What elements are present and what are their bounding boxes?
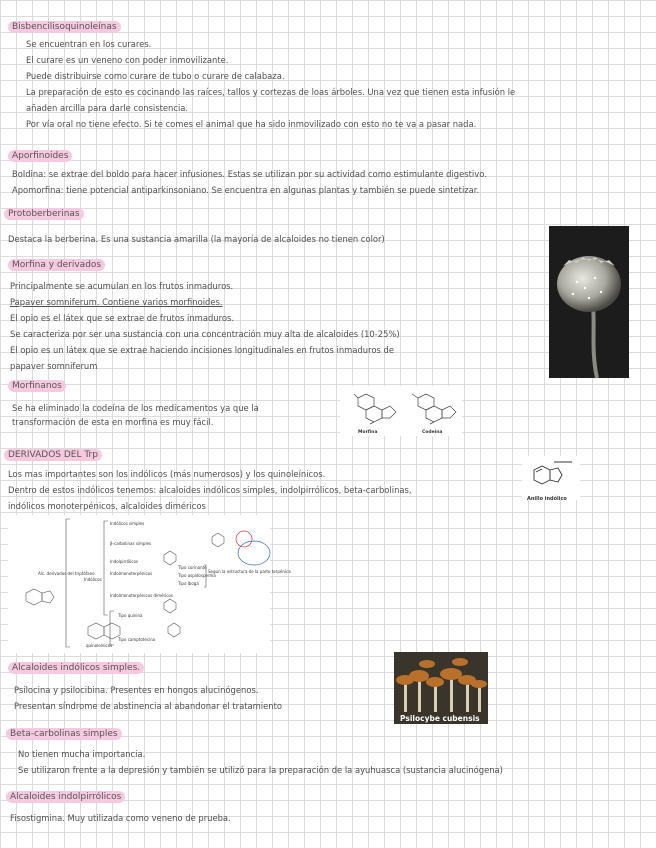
- diagram-root: Alc. derivados del triptófano: [38, 571, 95, 576]
- text-line: papaver somniferum: [10, 361, 98, 371]
- text-line: Se encuentran en los curares.: [26, 39, 152, 49]
- text-line: No tienen mucha importancia.: [18, 749, 146, 759]
- morphine-codeine-structures: [340, 386, 462, 436]
- diagram-indolicos: Indólicos: [84, 577, 102, 582]
- text-line: transformación de esta en morfina es muy fácil.: [12, 417, 214, 427]
- text-line: La preparación de esto es cocinando las raíces, tallos y cortezas de loas árboles. Una vez que tienen esta infusión le: [26, 87, 516, 97]
- text-line: Apomorfina: tiene potencial antiparkinsoniano. Se encuentra en algunas plantas y también se puede sintetizar.: [12, 185, 480, 195]
- heading-protoberberinas: Protoberberinas: [4, 208, 84, 220]
- heading-indolpirrolicos: Alcaloides indolpirrólicos: [6, 791, 125, 803]
- text-line: El opio es un látex que se extrae haciendo incisiones longitudinales en frutos inmaduros de: [10, 345, 394, 355]
- heading-indolicos-simples: Alcaloides indólicos simples.: [8, 662, 144, 674]
- text-line: El opio es el látex que se extrae de frutos inmaduros.: [10, 313, 234, 323]
- heading-beta-carbolinas: Beta-carbolinas simples: [6, 728, 122, 740]
- diagram-branch: Indolmonoterpénicos: [110, 571, 153, 576]
- heading-morfina-derivados: Morfina y derivados: [8, 259, 105, 271]
- text-line: Papaver somniferum. Contiene varios morfinoides.: [10, 297, 223, 307]
- text-line: Psilocina y psilocibina. Presentes en hongos alucinógenos.: [14, 685, 259, 695]
- diagram-sub-branch: Tipo iboga: [178, 581, 199, 586]
- diagram-quinoleinicos: quinoleínicos: [86, 643, 113, 648]
- diagram-sub-branch: Tipo aspidosperma: [178, 573, 216, 578]
- text-line: Destaca la berberina. Es una sustancia amarilla (la mayoría de alcaloides no tienen color): [8, 234, 385, 244]
- indole-ring-icon: [522, 456, 580, 496]
- molecule-structure-icon: [340, 386, 462, 436]
- heading-aporfinoides: Aporfinoides: [8, 150, 72, 162]
- diagram-branch: Indolpirrólicos: [110, 559, 138, 564]
- text-line: Dentro de estos indólicos tenemos: alcaloides indólicos simples, indolpirrólicos, beta-carbolinas,: [8, 485, 412, 495]
- text-line: Presentan síndrome de abstinencia al abandonar el tratamiento: [14, 701, 283, 711]
- text-line: Fisostigmina. Muy utilizada como veneno de prueba.: [10, 813, 231, 823]
- diagram-quin-branch: Tipo quinina: [118, 613, 143, 618]
- classification-tree: [8, 515, 291, 653]
- text-line: Puede distribuirse como curare de tubo o curare de calabaza.: [26, 71, 285, 81]
- diagram-branch: Indolmonoterpénicos diméricos: [110, 593, 173, 598]
- diagram-quin-branch: Tipo camptotecina: [118, 637, 156, 642]
- text-line: Se utilizaron frente a la depresión y también se utilizó para la preparación de la ayuhuasca (sustancia alucinógena): [18, 765, 503, 775]
- diagram-branch: Indólicos simples: [110, 521, 145, 526]
- psilocybe-caption: Psilocybe cubensis: [400, 714, 480, 723]
- poppy-photo: [549, 226, 629, 378]
- text-line: El curare es un veneno con poder inmovilizante.: [26, 55, 229, 65]
- poppy-capsule-icon: [549, 226, 629, 378]
- indole-ring-label: Anillo indólico: [527, 496, 567, 502]
- text-line: añaden arcilla para darle consistencia.: [26, 103, 189, 113]
- text-line: Por vía oral no tiene efecto. Si te comes el animal que ha sido inmovilizado con esto no te va a pasar nada.: [26, 119, 477, 129]
- morfina-label: Morfina: [358, 430, 378, 435]
- indole-ring-structure: [522, 456, 580, 500]
- diagram-note: Según la estructura de la parte terpénica: [208, 569, 291, 574]
- text-line: Los mas importantes son los indólicos (más numerosos) y los quinoleínicos.: [8, 469, 326, 479]
- text-line: Principalmente se acumulan en los frutos inmaduros.: [10, 281, 234, 291]
- codeina-label: Codeína: [422, 430, 443, 435]
- heading-bisbencilisoquinoleinas: Bisbencilisoquinoleínas: [8, 21, 121, 33]
- text-line: indólicos monoterpénicos, alcaloides diméricos: [8, 501, 206, 511]
- diagram-branch: β-carbolinas simples: [110, 541, 152, 546]
- tryptophan-alkaloid-diagram: [8, 515, 291, 653]
- text-line: Se caracteriza por ser una sustancia con una concentración muy alta de alcaloides (10-25%): [10, 329, 400, 339]
- heading-morfinanos: Morfinanos: [8, 380, 66, 392]
- text-line: Boldina: se extrae del boldo para hacer infusiones. Estas se utilizan por su actividad como estimulante digestivo.: [12, 169, 487, 179]
- text-line: Se ha eliminado la codeína de los medicamentos ya que la: [12, 403, 259, 413]
- heading-derivados-trp: DERIVADOS DEL Trp: [4, 449, 102, 461]
- diagram-sub-branch: Tipo corinante: [178, 565, 207, 570]
